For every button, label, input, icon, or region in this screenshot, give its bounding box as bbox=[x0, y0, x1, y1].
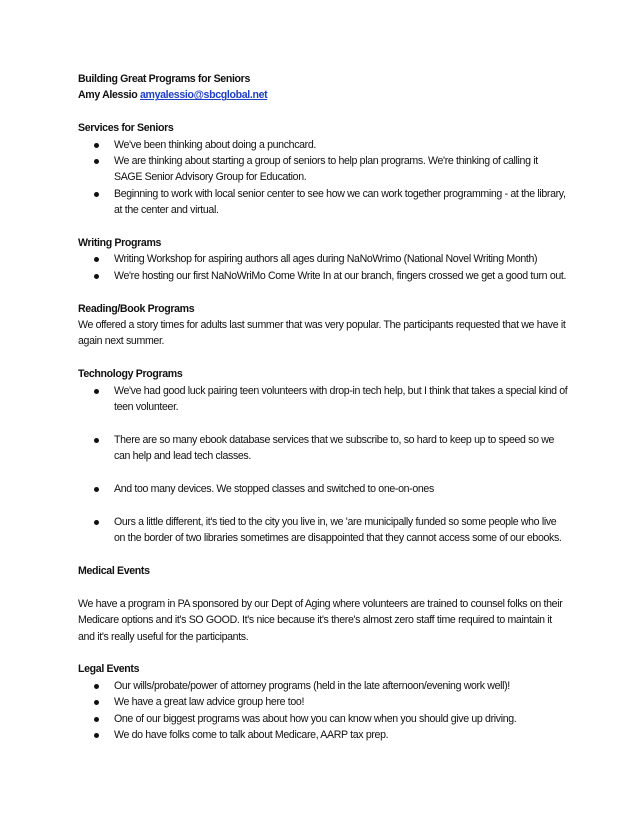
reading-heading: Reading/Book Programs bbox=[78, 302, 195, 315]
reading-text: We offered a story times for adults last summer that was very popular. The participants requested that we have it again next summer. bbox=[78, 319, 566, 348]
medical-text: We have a program in PA sponsored by our Dept of Aging where volunteers are trained to counsel folks on their Medicare options and it's SO GOOD. It's nice because it's there's almost zero staff time required to maintain it and it's really useful for the participants. bbox=[78, 597, 563, 643]
legal-heading: Legal Events bbox=[78, 663, 140, 676]
medical-heading: Medical Events bbox=[78, 565, 150, 578]
legal-list bbox=[78, 678, 568, 744]
list-item: Ours a little different, it's tied to the city you live in, we 'are municipally funded so some people who live on the border of two libraries sometimes are disappointed that they cannot access some of our ebooks. bbox=[78, 514, 568, 547]
author-name: Amy Alessio bbox=[78, 89, 138, 102]
list-item: We've had good luck pairing teen volunteers with drop-in tech help, but I think that takes a special kind of teen volunteer. bbox=[78, 383, 568, 416]
list-item: And too many devices. We stopped classes and switched to one-on-ones bbox=[78, 481, 568, 497]
writing-list bbox=[78, 251, 568, 284]
author-line bbox=[78, 87, 568, 103]
technology-heading: Technology Programs bbox=[78, 368, 183, 381]
list-item: One of our biggest programs was about how you can know when you should give up driving. bbox=[78, 711, 568, 727]
writing-heading: Writing Programs bbox=[78, 237, 162, 250]
list-item: We've been thinking about doing a punchcard. bbox=[78, 137, 568, 153]
services-heading: Services for Seniors bbox=[78, 122, 174, 135]
document-title: Building Great Programs for Seniors bbox=[78, 73, 250, 85]
email-link[interactable]: amyalessio@sbcglobal.net bbox=[139, 89, 268, 102]
list-item: Our wills/probate/power of attorney programs (held in the late afternoon/evening work well)! bbox=[78, 678, 568, 694]
list-item: We're hosting our first NaNoWriMo Come Write In at our branch, fingers crossed we get a good turn out. bbox=[78, 268, 568, 284]
services-list bbox=[78, 137, 568, 219]
list-item: Writing Workshop for aspiring authors all ages during NaNoWrimo (National Novel Writing Month) bbox=[78, 251, 568, 267]
list-item: There are so many ebook database services that we subscribe to, so hard to keep up to speed so we can help and lead tech classes. bbox=[78, 432, 568, 465]
technology-list bbox=[78, 383, 568, 547]
list-item: We are thinking about starting a group of seniors to help plan programs. We're thinking of calling it SAGE Senior Advisory Group for Education. bbox=[78, 153, 568, 186]
list-item: We do have folks come to talk about Medicare, AARP tax prep. bbox=[78, 727, 568, 743]
list-item: We have a great law advice group here too! bbox=[78, 694, 568, 710]
list-item: Beginning to work with local senior center to see how we can work together programming - at the library, at the center and virtual. bbox=[78, 186, 568, 219]
document-page bbox=[78, 71, 568, 744]
